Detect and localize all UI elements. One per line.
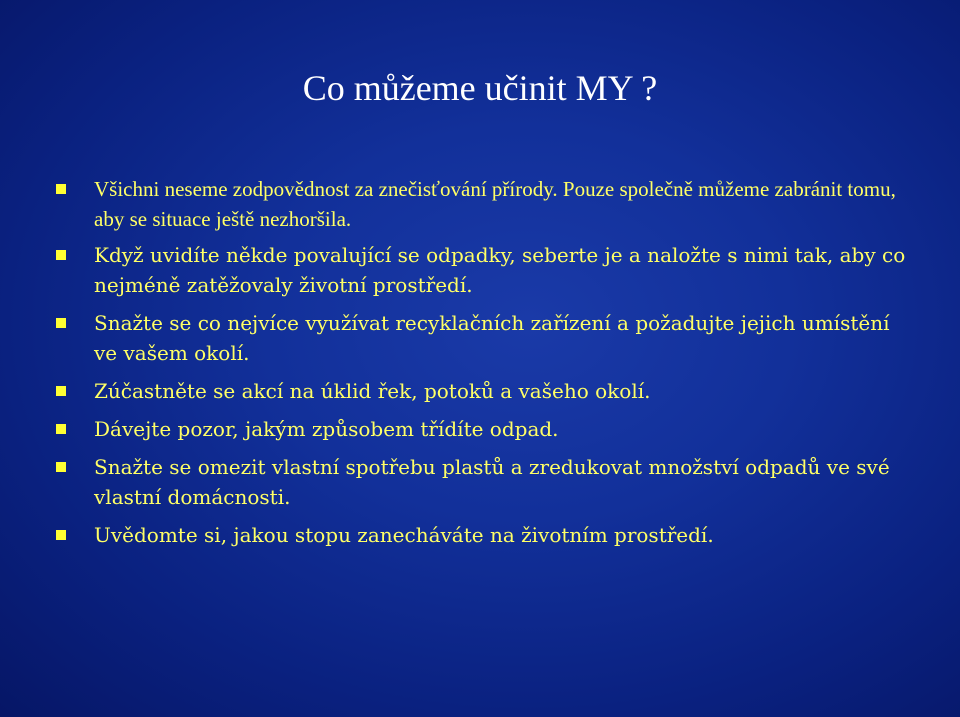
- bullet-item: [56, 376, 916, 406]
- slide-title: Co můžeme učinit MY ?: [302, 68, 658, 108]
- square-bullet-icon: [56, 386, 66, 396]
- bullet-text: Uvědomte si, jakou stopu zanecháváte na životním prostředí.: [94, 523, 714, 547]
- bullet-item: [56, 520, 916, 550]
- bullet-text: Zúčastněte se akcí na úklid řek, potoků a vašeho okolí.: [94, 379, 651, 403]
- bullet-list: [56, 174, 916, 558]
- bullet-text: Dávejte pozor, jakým způsobem třídíte odpad.: [94, 417, 559, 441]
- bullet-text: Snažte se omezit vlastní spotřebu plastů a zredukovat množství odpadů ve své vlastní domácnosti.: [94, 455, 890, 509]
- square-bullet-icon: [56, 462, 66, 472]
- square-bullet-icon: [56, 530, 66, 540]
- bullet-item: [56, 174, 916, 234]
- bullet-item: [56, 452, 916, 512]
- square-bullet-icon: [56, 184, 66, 194]
- bullet-item: [56, 308, 916, 368]
- square-bullet-icon: [56, 424, 66, 434]
- bullet-text: Snažte se co nejvíce využívat recyklačních zařízení a požadujte jejich umístění ve vašem okolí.: [94, 311, 890, 365]
- bullet-text: Když uvidíte někde povalující se odpadky, seberte je a naložte s nimi tak, aby co nejméně zatěžovaly životní prostředí.: [94, 243, 906, 297]
- square-bullet-icon: [56, 250, 66, 260]
- bullet-text: Všichni neseme zodpovědnost za znečisťování přírody. Pouze společně můžeme zabránit tomu, aby se situace ještě nezhoršila.: [94, 177, 896, 231]
- bullet-item: [56, 414, 916, 444]
- square-bullet-icon: [56, 318, 66, 328]
- bullet-item: [56, 240, 916, 300]
